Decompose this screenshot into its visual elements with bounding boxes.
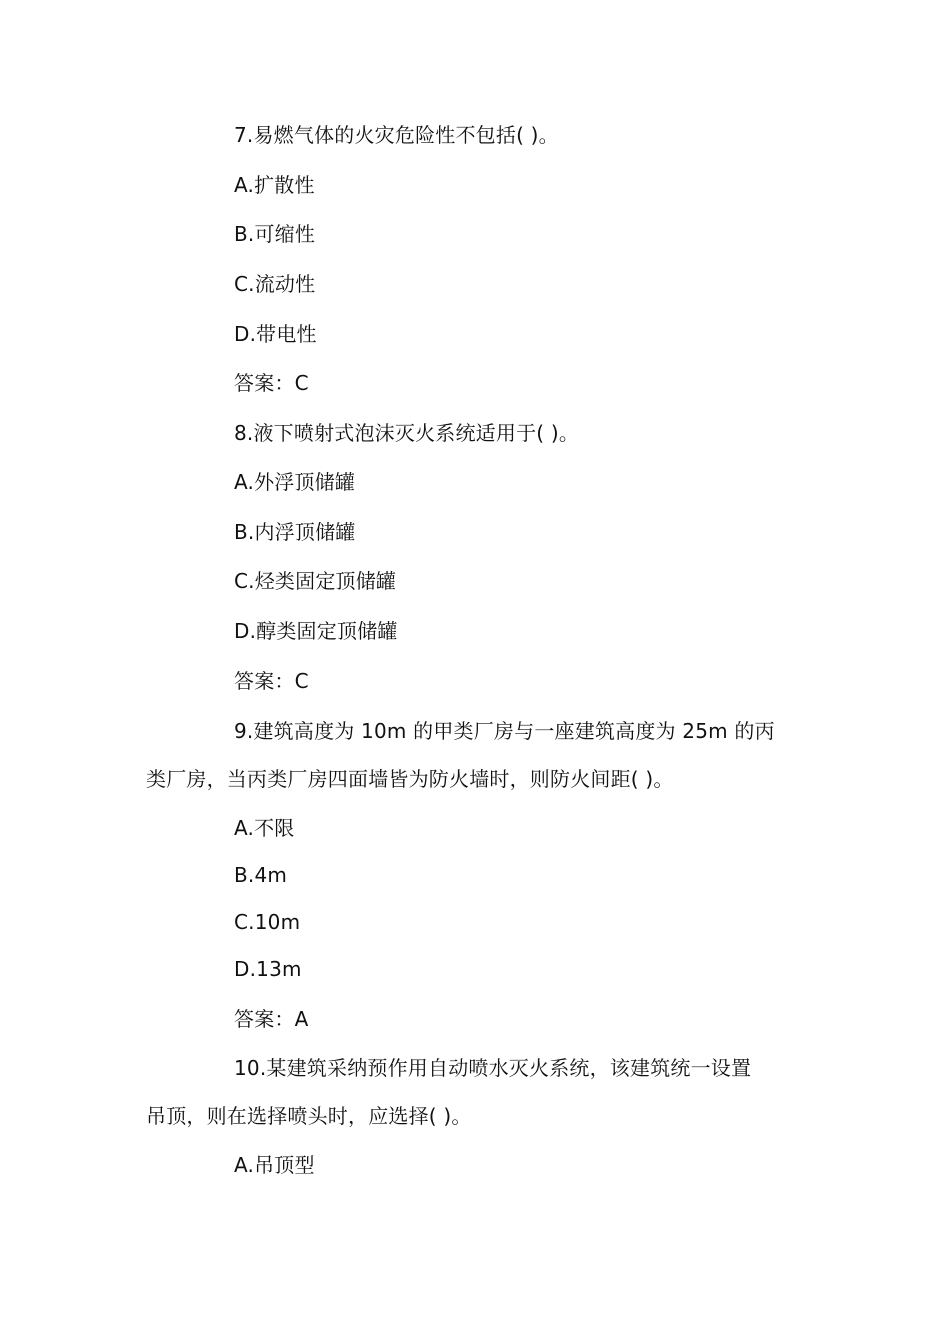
question-7-option-a: A.扩散性 [234,173,315,197]
question-8-option-b: B.内浮顶储罐 [234,520,356,544]
question-10-stem-line-2: 吊顶，则在选择喷头时，应选择( )。 [146,1104,472,1128]
question-8-answer: 答案：C [234,669,309,693]
question-9-option-d: D.13m [234,957,302,981]
question-8-option-c: C.烃类固定顶储罐 [234,569,397,593]
question-7-stem: 7.易燃气体的火灾危险性不包括( )。 [234,123,559,147]
question-10-stem-line-1: 10.某建筑采纳预作用自动喷水灭火系统，该建筑统一设置 [234,1056,752,1080]
question-7-option-d: D.带电性 [234,322,317,346]
question-7-option-c: C.流动性 [234,272,316,296]
question-8-option-d: D.醇类固定顶储罐 [234,619,398,643]
question-9-option-c: C.10m [234,910,301,934]
question-9-answer: 答案：A [234,1007,309,1031]
question-9-stem-line-2: 类厂房，当丙类厂房四面墙皆为防火墙时，则防火间距( )。 [146,767,674,791]
question-8-stem: 8.液下喷射式泡沫灭火系统适用于( )。 [234,421,580,445]
question-7-option-b: B.可缩性 [234,222,316,246]
question-10-option-a: A.吊顶型 [234,1153,315,1177]
question-7-answer: 答案：C [234,371,309,395]
question-8-option-a: A.外浮顶储罐 [234,470,356,494]
question-9-option-a: A.不限 [234,816,295,840]
question-9-stem-line-1: 9.建筑高度为 10m 的甲类厂房与一座建筑高度为 25m 的丙 [234,719,775,743]
question-9-option-b: B.4m [234,863,288,887]
